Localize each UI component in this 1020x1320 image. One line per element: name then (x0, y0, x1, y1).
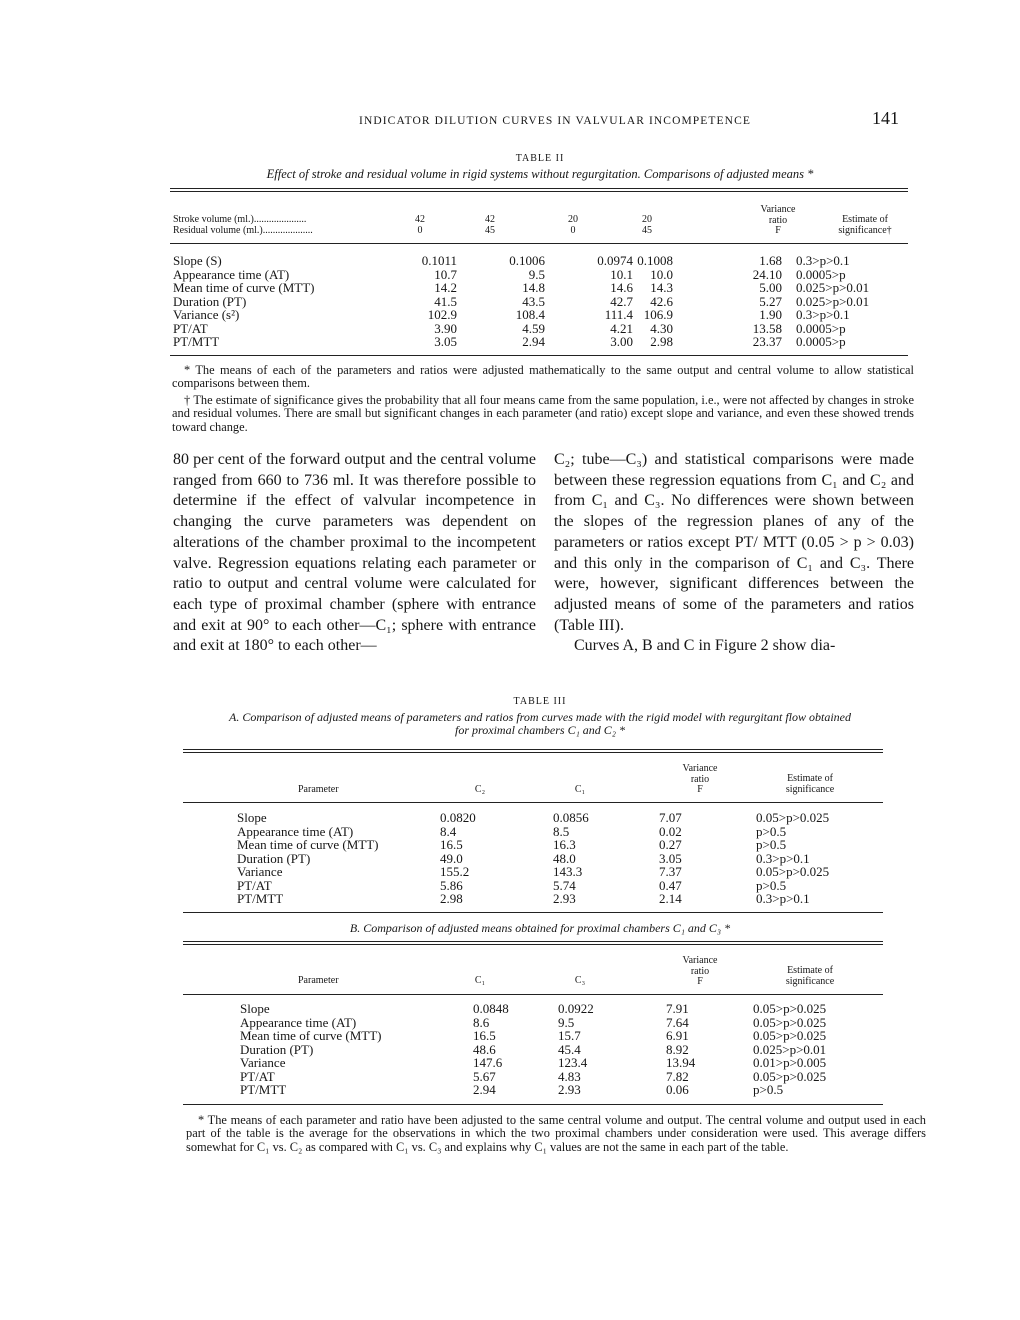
table3-title-b: B. Comparison of adjusted means obtained for proximal chambers C₁ and C₃ * (349, 921, 731, 935)
table-row (173, 322, 892, 336)
table-row (237, 852, 866, 866)
table3-label: TABLE III (513, 696, 567, 707)
table-cell: 16.5 (473, 1028, 496, 1043)
body-paragraph: 80 per cent of the forward output and the central volume ranged from 660 to 736 ml. It was therefore possible to determine if the effect of valvular incompetence in changing the curve parameters was dependent on alterations of the chamber proximal to the incompetent valve. Regression equations relating each parameter or ratio to output and central volume were calculated for each type of proximal chamber (sphere with entrance and exit at 90° to each other—C₁; sphere with entrance and exit at 180° to each other— (173, 451, 536, 655)
table-cell: 108.4 (515, 307, 545, 322)
table-cell: 5.00 (759, 280, 782, 295)
sig-header-line: Estimate of (842, 214, 888, 225)
table-row (173, 254, 892, 268)
table-cell: 14.3 (650, 280, 673, 295)
row-label: Mean time of curve (MTT) (237, 837, 379, 852)
row-label: Appearance time (AT) (240, 1014, 357, 1030)
table-cell: 15.7 (558, 1028, 581, 1043)
table-cell: 0.0005>p (796, 320, 846, 336)
table-cell: 14.2 (434, 280, 457, 295)
table-cell: 3.05 (434, 334, 457, 349)
table-row (240, 1056, 863, 1070)
table-cell: 6.91 (666, 1028, 689, 1043)
table-cell: 147.6 (473, 1055, 503, 1070)
table-cell: 2.94 (473, 1082, 496, 1097)
table2-top-rule-2 (170, 191, 908, 192)
col-header-residual: 45 (485, 225, 495, 236)
table-row (237, 825, 866, 839)
table3a-top-rule-2 (183, 752, 883, 753)
table-row (173, 335, 892, 349)
table-cell: 2.94 (522, 334, 545, 349)
page-number: 141 (872, 108, 899, 128)
row-label: PT/AT (173, 320, 208, 336)
table-cell: 0.47 (659, 877, 682, 893)
table3a-header-rule (183, 802, 883, 803)
table-cell: 7.07 (659, 810, 682, 825)
row-label: Variance (237, 864, 283, 879)
col-header-residual: 0 (570, 225, 576, 236)
table-cell: p>0.5 (753, 1082, 784, 1097)
table-cell: 0.025>p>0.01 (796, 293, 870, 309)
table-cell: 9.5 (528, 266, 545, 282)
table-cell: 0.05>p>0.025 (753, 1001, 827, 1016)
table-cell: 106.9 (643, 307, 673, 322)
f-header-line: Variance (760, 204, 796, 215)
row-label: PT/AT (237, 877, 272, 893)
table-cell: 42.6 (650, 293, 673, 309)
table-row (240, 1029, 863, 1043)
row-label: Slope (S) (173, 253, 222, 268)
table2-label: TABLE II (515, 153, 565, 164)
table-cell: 0.0974 (597, 253, 633, 268)
table2-sig-header (810, 215, 920, 236)
table-cell: 13.58 (752, 320, 782, 336)
table-cell: 4.59 (522, 320, 545, 336)
table-cell: 0.025>p>0.01 (796, 280, 870, 295)
table-cell: 0.05>p>0.025 (756, 810, 830, 825)
col-header-residual: 45 (642, 225, 652, 236)
row-label: Appearance time (AT) (237, 823, 354, 839)
table3a-top-rule (183, 749, 883, 750)
table3b-f-header (670, 956, 730, 988)
table3b-param-header: Parameter (298, 975, 339, 986)
table-cell: 16.5 (440, 837, 463, 852)
row-label: Slope (240, 1001, 270, 1016)
table-cell: 0.0820 (440, 810, 476, 825)
table-cell: 8.6 (473, 1014, 490, 1030)
table-row (237, 838, 866, 852)
table-cell: 5.67 (473, 1068, 496, 1084)
table-cell: 123.4 (558, 1055, 588, 1070)
table-cell: 0.05>p>0.025 (753, 1068, 827, 1084)
table-cell: 14.6 (610, 280, 633, 295)
table-cell: 0.05>p>0.025 (753, 1028, 827, 1043)
table-cell: 7.64 (666, 1014, 689, 1030)
table-row (240, 1083, 863, 1097)
row-label: Appearance time (AT) (173, 266, 290, 282)
table-cell: 42.7 (610, 293, 633, 309)
table-cell: 8.5 (553, 823, 570, 839)
table-cell: 0.02 (659, 823, 682, 839)
table-cell: 0.05>p>0.025 (756, 864, 830, 879)
table-cell: 0.01>p>0.005 (753, 1055, 827, 1070)
table-cell: 2.14 (659, 891, 682, 906)
table-cell: 14.8 (522, 280, 545, 295)
table-cell: 10.1 (610, 266, 633, 282)
table-cell: 2.98 (440, 891, 463, 906)
body-paragraph: Curves A, B and C in Figure 2 show dia- (574, 637, 836, 655)
row-label: PT/MTT (237, 891, 284, 906)
table3a-f-header (670, 764, 730, 796)
table3b-top-rule (183, 941, 883, 942)
table-row (173, 281, 892, 295)
table3b-header-rule (183, 994, 883, 995)
table-cell: p>0.5 (756, 877, 787, 893)
table-cell: 0.1008 (637, 253, 673, 268)
table3a-param-header: Parameter (298, 784, 339, 795)
table-cell: 23.37 (752, 334, 782, 349)
table3-title-a: A. Comparison of adjusted means of parameters and ratios from curves made with the rigid model with regurgitant flow obtained for proximal chambers C₁ and C₂ * (229, 710, 851, 737)
f-header-line: Variance (682, 955, 718, 966)
table2-footnote-2: † The estimate of significance gives the probability that all four means came from the same population, i.e., were not affected by changes in stroke and residual volumes. There are small but significant changes in each parameter (and ratio) except slope and variance, and even these showed trends toward change. (172, 393, 914, 434)
table-cell: 45.4 (558, 1041, 581, 1057)
table-cell: 0.3>p>0.1 (796, 307, 850, 322)
table-row (173, 268, 892, 282)
table3a-body (237, 811, 866, 906)
table2-header-rule (170, 243, 908, 244)
table-cell: 1.68 (759, 253, 782, 268)
row-label: PT/MTT (173, 334, 220, 349)
col-header-stroke: 42 (485, 214, 495, 225)
table-cell: 3.90 (434, 320, 457, 336)
row-label: Slope (237, 810, 267, 825)
table-cell: 9.5 (558, 1014, 575, 1030)
body-right-column (554, 450, 914, 657)
table-cell: 4.21 (610, 320, 633, 336)
table-cell: 7.37 (659, 864, 682, 879)
table-cell: 0.05>p>0.025 (753, 1014, 827, 1030)
f-header-line: F (775, 225, 781, 236)
table-cell: 49.0 (440, 850, 463, 866)
table-cell: 0.27 (659, 837, 682, 852)
table-cell: 0.0848 (473, 1001, 509, 1016)
table-cell: 0.0005>p (796, 334, 846, 349)
running-head: INDICATOR DILUTION CURVES IN VALVULAR INCOMPETENCE (359, 115, 751, 127)
table-cell: 13.94 (666, 1055, 696, 1070)
table-row (240, 1043, 863, 1057)
table3a-bottom-rule (183, 912, 883, 913)
table3a-col1-header: C₂ (474, 784, 486, 795)
table-cell: 41.5 (434, 293, 457, 309)
table3a-col2-header: C₁ (574, 784, 586, 795)
table-cell: 5.86 (440, 877, 463, 893)
f-header-line: ratio (690, 965, 710, 977)
table2-top-rule (170, 188, 908, 189)
table-cell: 0.025>p>0.01 (753, 1041, 827, 1057)
table-cell: 0.06 (666, 1082, 689, 1097)
table3b-sig-header (760, 966, 860, 987)
row-label: Variance (s²) (173, 307, 240, 322)
table-row (237, 865, 866, 879)
table-cell: 2.93 (558, 1082, 581, 1097)
table-cell: 48.0 (553, 850, 576, 866)
table-row (240, 1016, 863, 1030)
table3a-sig-header (760, 774, 860, 795)
table-cell: p>0.5 (756, 823, 787, 839)
table-cell: 2.93 (553, 891, 576, 906)
f-header-line: ratio (768, 214, 788, 226)
table-cell: 3.05 (659, 850, 682, 866)
table-row (173, 295, 892, 309)
table-row (240, 1002, 863, 1016)
row-label: Duration (PT) (237, 850, 311, 866)
table-cell: 3.00 (610, 334, 633, 349)
table3b-top-rule-2 (183, 944, 883, 945)
col-header-stroke: 42 (415, 214, 425, 225)
table-cell: 0.3>p>0.1 (756, 850, 810, 866)
sig-header-line: significance† (838, 224, 892, 236)
table2-body (173, 254, 892, 349)
table2-title: Effect of stroke and residual volume in rigid systems without regurgitation. Comparisons of adjusted means * (266, 167, 814, 181)
sig-header-line: Estimate of (787, 773, 833, 784)
table-row (237, 879, 866, 893)
table-row (173, 308, 892, 322)
row-label: Variance (240, 1055, 286, 1070)
table3b-col1-header: C₁ (474, 975, 486, 986)
table-cell: 0.0856 (553, 810, 589, 825)
table-row (237, 811, 866, 825)
table-cell: 0.3>p>0.1 (796, 253, 850, 268)
f-header-line: Variance (682, 763, 718, 774)
table-cell: 2.98 (650, 334, 673, 349)
table2-bottom-rule (170, 355, 908, 356)
table-cell: 48.6 (473, 1041, 496, 1057)
table3-footnote: * The means of each parameter and ratio have been adjusted to the same central volume and output. The central volume and output used in each part of the table is the average for the observations in which the two proximal chambers under consideration were used. This average differs somewhat for C₁ vs. C₂ as compared with C₁ vs. C₃ and explains why C₁ values are not the same in each part of the table. (186, 1113, 926, 1154)
table-cell: 8.92 (666, 1041, 689, 1057)
table-cell: 10.7 (434, 266, 457, 282)
table-cell: p>0.5 (756, 837, 787, 852)
table-cell: 0.1006 (509, 253, 545, 268)
f-header-line: ratio (690, 773, 710, 785)
row-label: Mean time of curve (MTT) (240, 1028, 382, 1043)
table-cell: 7.82 (666, 1068, 689, 1084)
table-cell: 102.9 (427, 307, 457, 322)
table-cell: 0.1011 (421, 253, 457, 268)
table-cell: 111.4 (604, 307, 633, 322)
table-cell: 8.4 (440, 823, 457, 839)
row-label: Duration (PT) (173, 293, 247, 309)
f-header-line: F (697, 784, 703, 795)
stroke-volume-label: Stroke volume (ml.)..................... (173, 214, 307, 225)
body-left-column (173, 450, 536, 657)
f-header-line: F (697, 976, 703, 987)
sig-header-line: significance (785, 975, 835, 987)
table-row (240, 1070, 863, 1084)
row-label: Mean time of curve (MTT) (173, 280, 315, 295)
col-header-stroke: 20 (642, 214, 652, 225)
sig-header-line: significance (785, 783, 835, 795)
table3b-bottom-rule (183, 1104, 883, 1105)
row-label: PT/AT (240, 1068, 275, 1084)
table-cell: 7.91 (666, 1001, 689, 1016)
row-label: PT/MTT (240, 1082, 287, 1097)
table3b-col2-header: C₃ (574, 975, 586, 986)
table-row (237, 892, 866, 906)
table-cell: 16.3 (553, 837, 576, 852)
table-cell: 143.3 (553, 864, 583, 879)
table-cell: 0.3>p>0.1 (756, 891, 810, 906)
table2-footnote-1: * The means of each of the parameters and ratios were adjusted mathematically to the same output and central volume to allow statistical comparisons between them. (172, 363, 914, 391)
col-header-residual: 0 (417, 225, 423, 236)
table-cell: 0.0005>p (796, 266, 846, 282)
table-cell: 5.74 (553, 877, 576, 893)
table-cell: 4.30 (650, 320, 673, 336)
row-label: Duration (PT) (240, 1041, 314, 1057)
table2-f-header (738, 205, 818, 237)
table-cell: 5.27 (759, 293, 782, 309)
table-cell: 4.83 (558, 1068, 581, 1084)
body-paragraph: C₂; tube—C₃) and statistical comparisons were made between these regression equations from C₁ and C₂ and from C₁ and C₃. No differences were shown between the slopes of the regression planes of any of the parameters or ratios except PT/ MTT (0.05 > p > 0.03) and this only in the comparison of C₁ and C₃. There were, however, significant differences between the adjusted means of some of the parameters and ratios (Table III). (554, 451, 914, 634)
table-cell: 155.2 (440, 864, 470, 879)
table-cell: 43.5 (522, 293, 545, 309)
table-cell: 24.10 (752, 266, 782, 282)
table-cell: 0.0922 (558, 1001, 594, 1016)
table3b-body (240, 1002, 863, 1097)
col-header-stroke: 20 (568, 214, 578, 225)
residual-volume-label: Residual volume (ml.).................... (173, 225, 313, 236)
table-cell: 1.90 (759, 307, 782, 322)
table-cell: 10.0 (650, 266, 673, 282)
sig-header-line: Estimate of (787, 965, 833, 976)
